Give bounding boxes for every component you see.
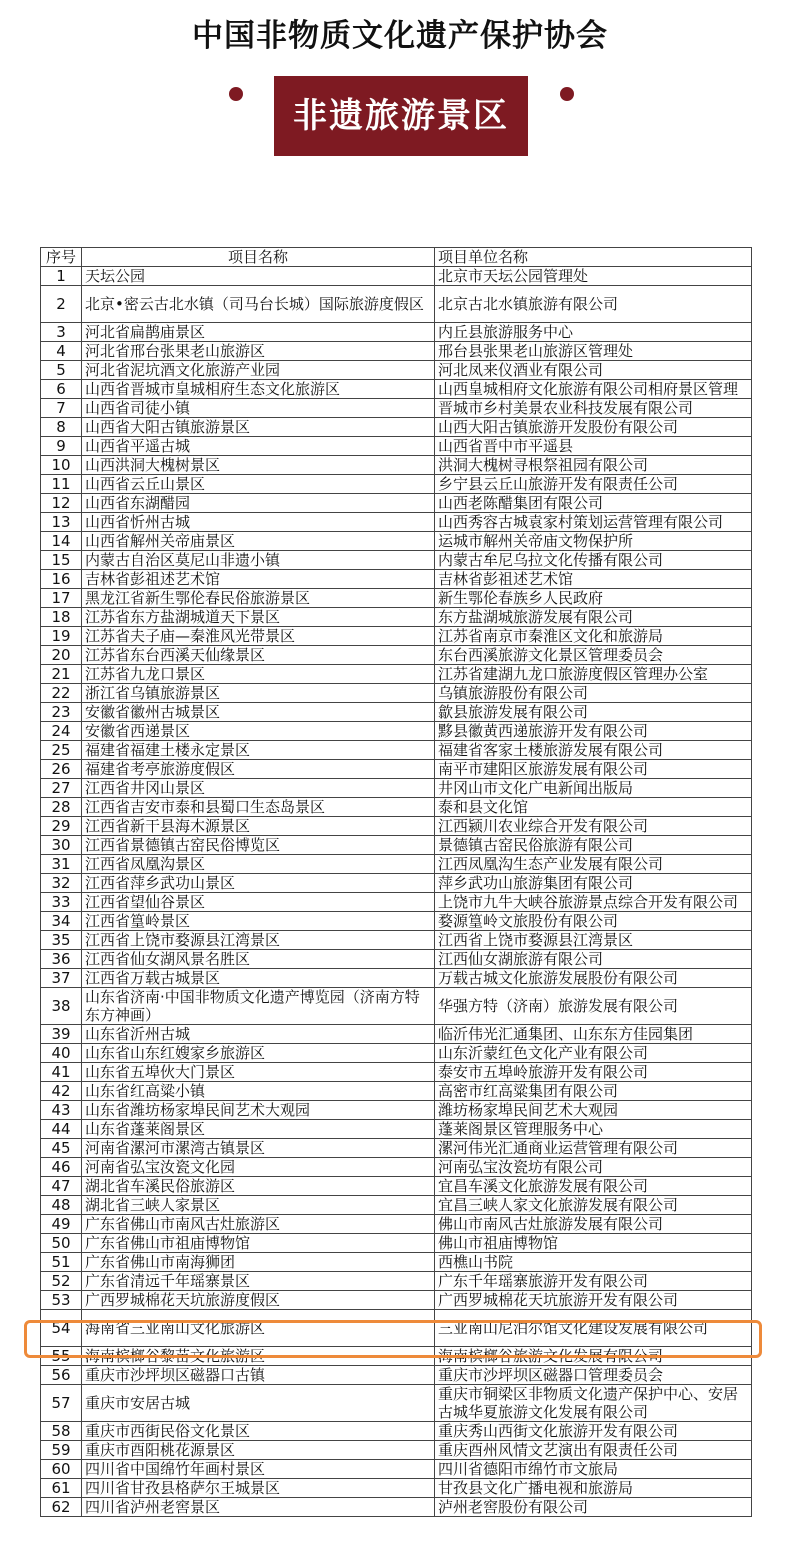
table-row xyxy=(41,1385,752,1422)
row-number: 39 xyxy=(41,1025,82,1044)
row-unit-name: 重庆秀山西街文化旅游开发有限公司 xyxy=(435,1422,752,1441)
row-project-name: 重庆市沙坪坝区磁器口古镇 xyxy=(82,1366,435,1385)
row-project-name: 江西省上饶市婺源县江湾景区 xyxy=(82,931,435,950)
row-unit-name: 山西秀容古城袁家村策划运营管理有限公司 xyxy=(435,513,752,532)
table-row xyxy=(41,1310,752,1347)
table-row xyxy=(41,1120,752,1139)
table-row xyxy=(41,1253,752,1272)
row-number: 28 xyxy=(41,798,82,817)
row-unit-name: 河北凤来仪酒业有限公司 xyxy=(435,361,752,380)
row-project-name: 黑龙江省新生鄂伦春民俗旅游景区 xyxy=(82,589,435,608)
table-row xyxy=(41,589,752,608)
row-project-name: 重庆市酉阳桃花源景区 xyxy=(82,1441,435,1460)
table-row xyxy=(41,931,752,950)
row-number: 49 xyxy=(41,1215,82,1234)
table-row xyxy=(41,570,752,589)
row-project-name: 江西省篁岭景区 xyxy=(82,912,435,931)
row-project-name: 四川省中国绵竹年画村景区 xyxy=(82,1460,435,1479)
table-row xyxy=(41,323,752,342)
row-unit-name: 山东沂蒙红色文化产业有限公司 xyxy=(435,1044,752,1063)
row-number: 1 xyxy=(41,267,82,286)
table-row xyxy=(41,494,752,513)
row-unit-name: 万载古城文化旅游发展股份有限公司 xyxy=(435,969,752,988)
table-row xyxy=(41,1139,752,1158)
table-row xyxy=(41,608,752,627)
row-unit-name: 内蒙古牟尼乌拉文化传播有限公司 xyxy=(435,551,752,570)
row-project-name: 山西省解州关帝庙景区 xyxy=(82,532,435,551)
row-number: 42 xyxy=(41,1082,82,1101)
row-project-name: 重庆市安居古城 xyxy=(82,1385,435,1422)
scenic-area-table xyxy=(40,247,752,1517)
row-project-name: 江西省景德镇古窑民俗博览区 xyxy=(82,836,435,855)
row-number: 47 xyxy=(41,1177,82,1196)
row-number: 43 xyxy=(41,1101,82,1120)
row-number: 17 xyxy=(41,589,82,608)
table-row xyxy=(41,1422,752,1441)
row-unit-name: 甘孜县文化广播电视和旅游局 xyxy=(435,1479,752,1498)
table-row xyxy=(41,1063,752,1082)
row-unit-name: 江西仙女湖旅游有限公司 xyxy=(435,950,752,969)
row-number: 62 xyxy=(41,1498,82,1517)
table-row xyxy=(41,760,752,779)
table-row xyxy=(41,437,752,456)
row-project-name: 江苏省东方盐湖城道天下景区 xyxy=(82,608,435,627)
row-number: 24 xyxy=(41,722,82,741)
table-row xyxy=(41,1044,752,1063)
row-unit-name: 三亚南山尼泊尔馆文化建设发展有限公司 xyxy=(435,1310,752,1347)
row-unit-name: 黟县徽黄西递旅游开发有限公司 xyxy=(435,722,752,741)
row-number: 13 xyxy=(41,513,82,532)
row-number: 44 xyxy=(41,1120,82,1139)
row-number: 33 xyxy=(41,893,82,912)
row-unit-name: 佛山市祖庙博物馆 xyxy=(435,1234,752,1253)
row-number: 35 xyxy=(41,931,82,950)
table-row xyxy=(41,399,752,418)
table-row xyxy=(41,836,752,855)
row-unit-name: 佛山市南风古灶旅游发展有限公司 xyxy=(435,1215,752,1234)
table-row xyxy=(41,475,752,494)
row-number: 55 xyxy=(41,1347,82,1366)
table-row xyxy=(41,988,752,1025)
row-unit-name: 四川省德阳市绵竹市文旅局 xyxy=(435,1460,752,1479)
row-number: 4 xyxy=(41,342,82,361)
row-project-name: 湖北省三峡人家景区 xyxy=(82,1196,435,1215)
row-unit-name: 内丘县旅游服务中心 xyxy=(435,323,752,342)
header-number: 序号 xyxy=(41,248,82,267)
header-project-name: 项目名称 xyxy=(82,248,435,267)
row-unit-name: 北京市天坛公园管理处 xyxy=(435,267,752,286)
table-row xyxy=(41,798,752,817)
row-project-name: 江西省新干县海木源景区 xyxy=(82,817,435,836)
row-unit-name: 广东千年瑶寨旅游开发有限公司 xyxy=(435,1272,752,1291)
row-project-name: 山西省司徒小镇 xyxy=(82,399,435,418)
row-unit-name: 东方盐湖城旅游发展有限公司 xyxy=(435,608,752,627)
table-row xyxy=(41,361,752,380)
row-project-name: 海南省三亚南山文化旅游区 xyxy=(82,1310,435,1347)
row-number: 15 xyxy=(41,551,82,570)
table-row xyxy=(41,1215,752,1234)
row-project-name: 广东省佛山市南海狮团 xyxy=(82,1253,435,1272)
row-unit-name: 重庆酉州风情文艺演出有限责任公司 xyxy=(435,1441,752,1460)
row-unit-name: 晋城市乡村美景农业科技发展有限公司 xyxy=(435,399,752,418)
org-title: 中国非物质文化遗产保护协会 xyxy=(192,18,608,54)
table-row xyxy=(41,551,752,570)
row-number: 58 xyxy=(41,1422,82,1441)
row-project-name: 山西省大阳古镇旅游景区 xyxy=(82,418,435,437)
row-project-name: 河北省邢台张果老山旅游区 xyxy=(82,342,435,361)
row-project-name: 河南省漯河市漯湾古镇景区 xyxy=(82,1139,435,1158)
row-number: 40 xyxy=(41,1044,82,1063)
row-number: 9 xyxy=(41,437,82,456)
row-unit-name: 西樵山书院 xyxy=(435,1253,752,1272)
header-unit-name: 项目单位名称 xyxy=(435,248,752,267)
table-row xyxy=(41,627,752,646)
row-number: 3 xyxy=(41,323,82,342)
table-row xyxy=(41,1272,752,1291)
row-project-name: 山西洪洞大槐树景区 xyxy=(82,456,435,475)
row-unit-name: 山西皇城相府文化旅游有限公司相府景区管理 xyxy=(435,380,752,399)
row-number: 25 xyxy=(41,741,82,760)
table-row xyxy=(41,646,752,665)
row-unit-name: 泰和县文化馆 xyxy=(435,798,752,817)
row-project-name: 山东省蓬莱阁景区 xyxy=(82,1120,435,1139)
row-unit-name: 海南槟榔谷旅游文化发展有限公司 xyxy=(435,1347,752,1366)
row-number: 51 xyxy=(41,1253,82,1272)
row-project-name: 湖北省车溪民俗旅游区 xyxy=(82,1177,435,1196)
table-row xyxy=(41,1460,752,1479)
row-project-name: 重庆市西街民俗文化景区 xyxy=(82,1422,435,1441)
row-number: 30 xyxy=(41,836,82,855)
table-row xyxy=(41,1498,752,1517)
row-project-name: 四川省泸州老窖景区 xyxy=(82,1498,435,1517)
row-project-name: 山东省红高粱小镇 xyxy=(82,1082,435,1101)
table-row xyxy=(41,267,752,286)
row-unit-name: 福建省客家土楼旅游发展有限公司 xyxy=(435,741,752,760)
row-number: 10 xyxy=(41,456,82,475)
row-number: 16 xyxy=(41,570,82,589)
banner-dot-left xyxy=(229,87,243,101)
table-row xyxy=(41,912,752,931)
row-number: 32 xyxy=(41,874,82,893)
row-project-name: 江苏省夫子庙—秦淮风光带景区 xyxy=(82,627,435,646)
row-unit-name: 山西大阳古镇旅游开发股份有限公司 xyxy=(435,418,752,437)
table-row xyxy=(41,817,752,836)
row-project-name: 吉林省彭祖述艺术馆 xyxy=(82,570,435,589)
row-unit-name: 新生鄂伦春族乡人民政府 xyxy=(435,589,752,608)
row-number: 5 xyxy=(41,361,82,380)
row-number: 31 xyxy=(41,855,82,874)
table-row xyxy=(41,1441,752,1460)
table-body xyxy=(41,267,752,1517)
table-row xyxy=(41,1366,752,1385)
row-project-name: 福建省考亭旅游度假区 xyxy=(82,760,435,779)
table-row xyxy=(41,456,752,475)
row-unit-name: 运城市解州关帝庙文物保护所 xyxy=(435,532,752,551)
table-row xyxy=(41,380,752,399)
row-unit-name: 江苏省南京市秦淮区文化和旅游局 xyxy=(435,627,752,646)
row-number: 36 xyxy=(41,950,82,969)
table-row xyxy=(41,1158,752,1177)
row-unit-name: 井冈山市文化广电新闻出版局 xyxy=(435,779,752,798)
table-row xyxy=(41,1347,752,1366)
table-row xyxy=(41,703,752,722)
table-row xyxy=(41,1101,752,1120)
row-project-name: 天坛公园 xyxy=(82,267,435,286)
row-project-name: 山西省东湖醋园 xyxy=(82,494,435,513)
row-project-name: 河北省扁鹊庙景区 xyxy=(82,323,435,342)
banner-dot-right xyxy=(560,87,574,101)
row-project-name: 江西省吉安市泰和县蜀口生态岛景区 xyxy=(82,798,435,817)
row-project-name: 河南省弘宝汝瓷文化园 xyxy=(82,1158,435,1177)
row-unit-name: 临沂伟光汇通集团、山东东方佳园集团 xyxy=(435,1025,752,1044)
row-unit-name: 广西罗城棉花天坑旅游开发有限公司 xyxy=(435,1291,752,1310)
row-unit-name: 河南弘宝汝瓷坊有限公司 xyxy=(435,1158,752,1177)
row-number: 29 xyxy=(41,817,82,836)
row-unit-name: 蓬莱阁景区管理服务中心 xyxy=(435,1120,752,1139)
row-project-name: 安徽省西递景区 xyxy=(82,722,435,741)
row-project-name: 广东省佛山市南风古灶旅游区 xyxy=(82,1215,435,1234)
row-number: 20 xyxy=(41,646,82,665)
row-project-name: 河北省泥坑酒文化旅游产业园 xyxy=(82,361,435,380)
row-unit-name: 潍坊杨家埠民间艺术大观园 xyxy=(435,1101,752,1120)
row-unit-name: 泰安市五埠岭旅游开发有限公司 xyxy=(435,1063,752,1082)
row-unit-name: 吉林省彭祖述艺术馆 xyxy=(435,570,752,589)
table-row xyxy=(41,741,752,760)
row-unit-name: 宜昌车溪文化旅游发展有限公司 xyxy=(435,1177,752,1196)
row-unit-name: 江西凤凰沟生态产业发展有限公司 xyxy=(435,855,752,874)
row-unit-name: 重庆市沙坪坝区磁器口管理委员会 xyxy=(435,1366,752,1385)
row-unit-name: 重庆市铜梁区非物质文化遗产保护中心、安居古城华夏旅游文化发展有限公司 xyxy=(435,1385,752,1422)
row-number: 54 xyxy=(41,1310,82,1347)
row-unit-name: 乌镇旅游股份有限公司 xyxy=(435,684,752,703)
row-number: 18 xyxy=(41,608,82,627)
table-row xyxy=(41,342,752,361)
table-row xyxy=(41,1177,752,1196)
section-banner: 非遗旅游景区 xyxy=(274,76,528,156)
row-project-name: 浙江省乌镇旅游景区 xyxy=(82,684,435,703)
row-unit-name: 山西老陈醋集团有限公司 xyxy=(435,494,752,513)
table-row xyxy=(41,874,752,893)
row-project-name: 江苏省东台西溪天仙缘景区 xyxy=(82,646,435,665)
row-number: 50 xyxy=(41,1234,82,1253)
row-unit-name: 山西省晋中市平遥县 xyxy=(435,437,752,456)
row-project-name: 北京•密云古北水镇（司马台长城）国际旅游度假区 xyxy=(82,286,435,323)
row-project-name: 广东省佛山市祖庙博物馆 xyxy=(82,1234,435,1253)
row-project-name: 江西省仙女湖风景名胜区 xyxy=(82,950,435,969)
row-number: 57 xyxy=(41,1385,82,1422)
row-number: 7 xyxy=(41,399,82,418)
table-row xyxy=(41,1479,752,1498)
table-row xyxy=(41,1025,752,1044)
table-row xyxy=(41,684,752,703)
table-row xyxy=(41,893,752,912)
table-row xyxy=(41,1196,752,1215)
row-project-name: 山西省晋城市皇城相府生态文化旅游区 xyxy=(82,380,435,399)
row-unit-name: 宜昌三峡人家文化旅游发展有限公司 xyxy=(435,1196,752,1215)
row-unit-name: 乡宁县云丘山旅游开发有限责任公司 xyxy=(435,475,752,494)
table-row xyxy=(41,950,752,969)
row-number: 14 xyxy=(41,532,82,551)
row-number: 59 xyxy=(41,1441,82,1460)
row-project-name: 山西省平遥古城 xyxy=(82,437,435,456)
row-number: 22 xyxy=(41,684,82,703)
table-row xyxy=(41,513,752,532)
row-unit-name: 萍乡武功山旅游集团有限公司 xyxy=(435,874,752,893)
row-project-name: 江西省凤凰沟景区 xyxy=(82,855,435,874)
bottom-crop xyxy=(0,1544,800,1556)
row-number: 12 xyxy=(41,494,82,513)
row-project-name: 江西省望仙谷景区 xyxy=(82,893,435,912)
table-row xyxy=(41,855,752,874)
row-project-name: 江西省萍乡武功山景区 xyxy=(82,874,435,893)
table-row xyxy=(41,779,752,798)
row-project-name: 江西省井冈山景区 xyxy=(82,779,435,798)
row-unit-name: 南平市建阳区旅游发展有限公司 xyxy=(435,760,752,779)
row-unit-name: 邢台县张果老山旅游区管理处 xyxy=(435,342,752,361)
row-project-name: 山东省五埠伙大门景区 xyxy=(82,1063,435,1082)
row-unit-name: 上饶市九牛大峡谷旅游景点综合开发有限公司 xyxy=(435,893,752,912)
row-project-name: 山西省忻州古城 xyxy=(82,513,435,532)
row-number: 56 xyxy=(41,1366,82,1385)
row-number: 48 xyxy=(41,1196,82,1215)
row-number: 6 xyxy=(41,380,82,399)
row-project-name: 四川省甘孜县格萨尔王城景区 xyxy=(82,1479,435,1498)
row-unit-name: 江苏省建湖九龙口旅游度假区管理办公室 xyxy=(435,665,752,684)
row-number: 23 xyxy=(41,703,82,722)
table-row xyxy=(41,1291,752,1310)
row-project-name: 内蒙古自治区莫尼山非遗小镇 xyxy=(82,551,435,570)
table-row xyxy=(41,418,752,437)
row-project-name: 江西省万载古城景区 xyxy=(82,969,435,988)
row-project-name: 广西罗城棉花天坑旅游度假区 xyxy=(82,1291,435,1310)
row-unit-name: 洪洞大槐树寻根祭祖园有限公司 xyxy=(435,456,752,475)
row-project-name: 广东省清远千年瑶寨景区 xyxy=(82,1272,435,1291)
table-row xyxy=(41,969,752,988)
table-row xyxy=(41,665,752,684)
row-project-name: 福建省福建土楼永定景区 xyxy=(82,741,435,760)
row-number: 34 xyxy=(41,912,82,931)
row-project-name: 安徽省徽州古城景区 xyxy=(82,703,435,722)
row-unit-name: 歙县旅游发展有限公司 xyxy=(435,703,752,722)
row-project-name: 山东省沂州古城 xyxy=(82,1025,435,1044)
row-number: 2 xyxy=(41,286,82,323)
row-unit-name: 北京古北水镇旅游有限公司 xyxy=(435,286,752,323)
row-number: 38 xyxy=(41,988,82,1025)
row-project-name: 江苏省九龙口景区 xyxy=(82,665,435,684)
row-unit-name: 婺源篁岭文旅股份有限公司 xyxy=(435,912,752,931)
row-unit-name: 华强方特（济南）旅游发展有限公司 xyxy=(435,988,752,1025)
row-number: 60 xyxy=(41,1460,82,1479)
table-row xyxy=(41,1234,752,1253)
row-unit-name: 景德镇古窑民俗旅游有限公司 xyxy=(435,836,752,855)
row-unit-name: 江西省上饶市婺源县江湾景区 xyxy=(435,931,752,950)
table-row xyxy=(41,1082,752,1101)
table-header-row xyxy=(41,248,752,267)
row-number: 11 xyxy=(41,475,82,494)
row-project-name: 山西省云丘山景区 xyxy=(82,475,435,494)
table-row xyxy=(41,532,752,551)
row-number: 53 xyxy=(41,1291,82,1310)
row-unit-name: 漯河伟光汇通商业运营管理有限公司 xyxy=(435,1139,752,1158)
row-number: 41 xyxy=(41,1063,82,1082)
row-number: 21 xyxy=(41,665,82,684)
row-number: 19 xyxy=(41,627,82,646)
table-row xyxy=(41,722,752,741)
row-number: 8 xyxy=(41,418,82,437)
row-number: 52 xyxy=(41,1272,82,1291)
row-project-name: 山东省山东红嫂家乡旅游区 xyxy=(82,1044,435,1063)
row-unit-name: 东台西溪旅游文化景区管理委员会 xyxy=(435,646,752,665)
row-unit-name: 泸州老窖股份有限公司 xyxy=(435,1498,752,1517)
row-number: 37 xyxy=(41,969,82,988)
row-number: 61 xyxy=(41,1479,82,1498)
row-number: 45 xyxy=(41,1139,82,1158)
row-project-name: 山东省潍坊杨家埠民间艺术大观园 xyxy=(82,1101,435,1120)
row-project-name: 海南槟榔谷黎苗文化旅游区 xyxy=(82,1347,435,1366)
row-project-name: 山东省济南·中国非物质文化遗产博览园（济南方特东方神画） xyxy=(82,988,435,1025)
row-unit-name: 江西颍川农业综合开发有限公司 xyxy=(435,817,752,836)
row-number: 27 xyxy=(41,779,82,798)
table-row xyxy=(41,286,752,323)
row-unit-name: 高密市红高粱集团有限公司 xyxy=(435,1082,752,1101)
row-number: 26 xyxy=(41,760,82,779)
row-number: 46 xyxy=(41,1158,82,1177)
